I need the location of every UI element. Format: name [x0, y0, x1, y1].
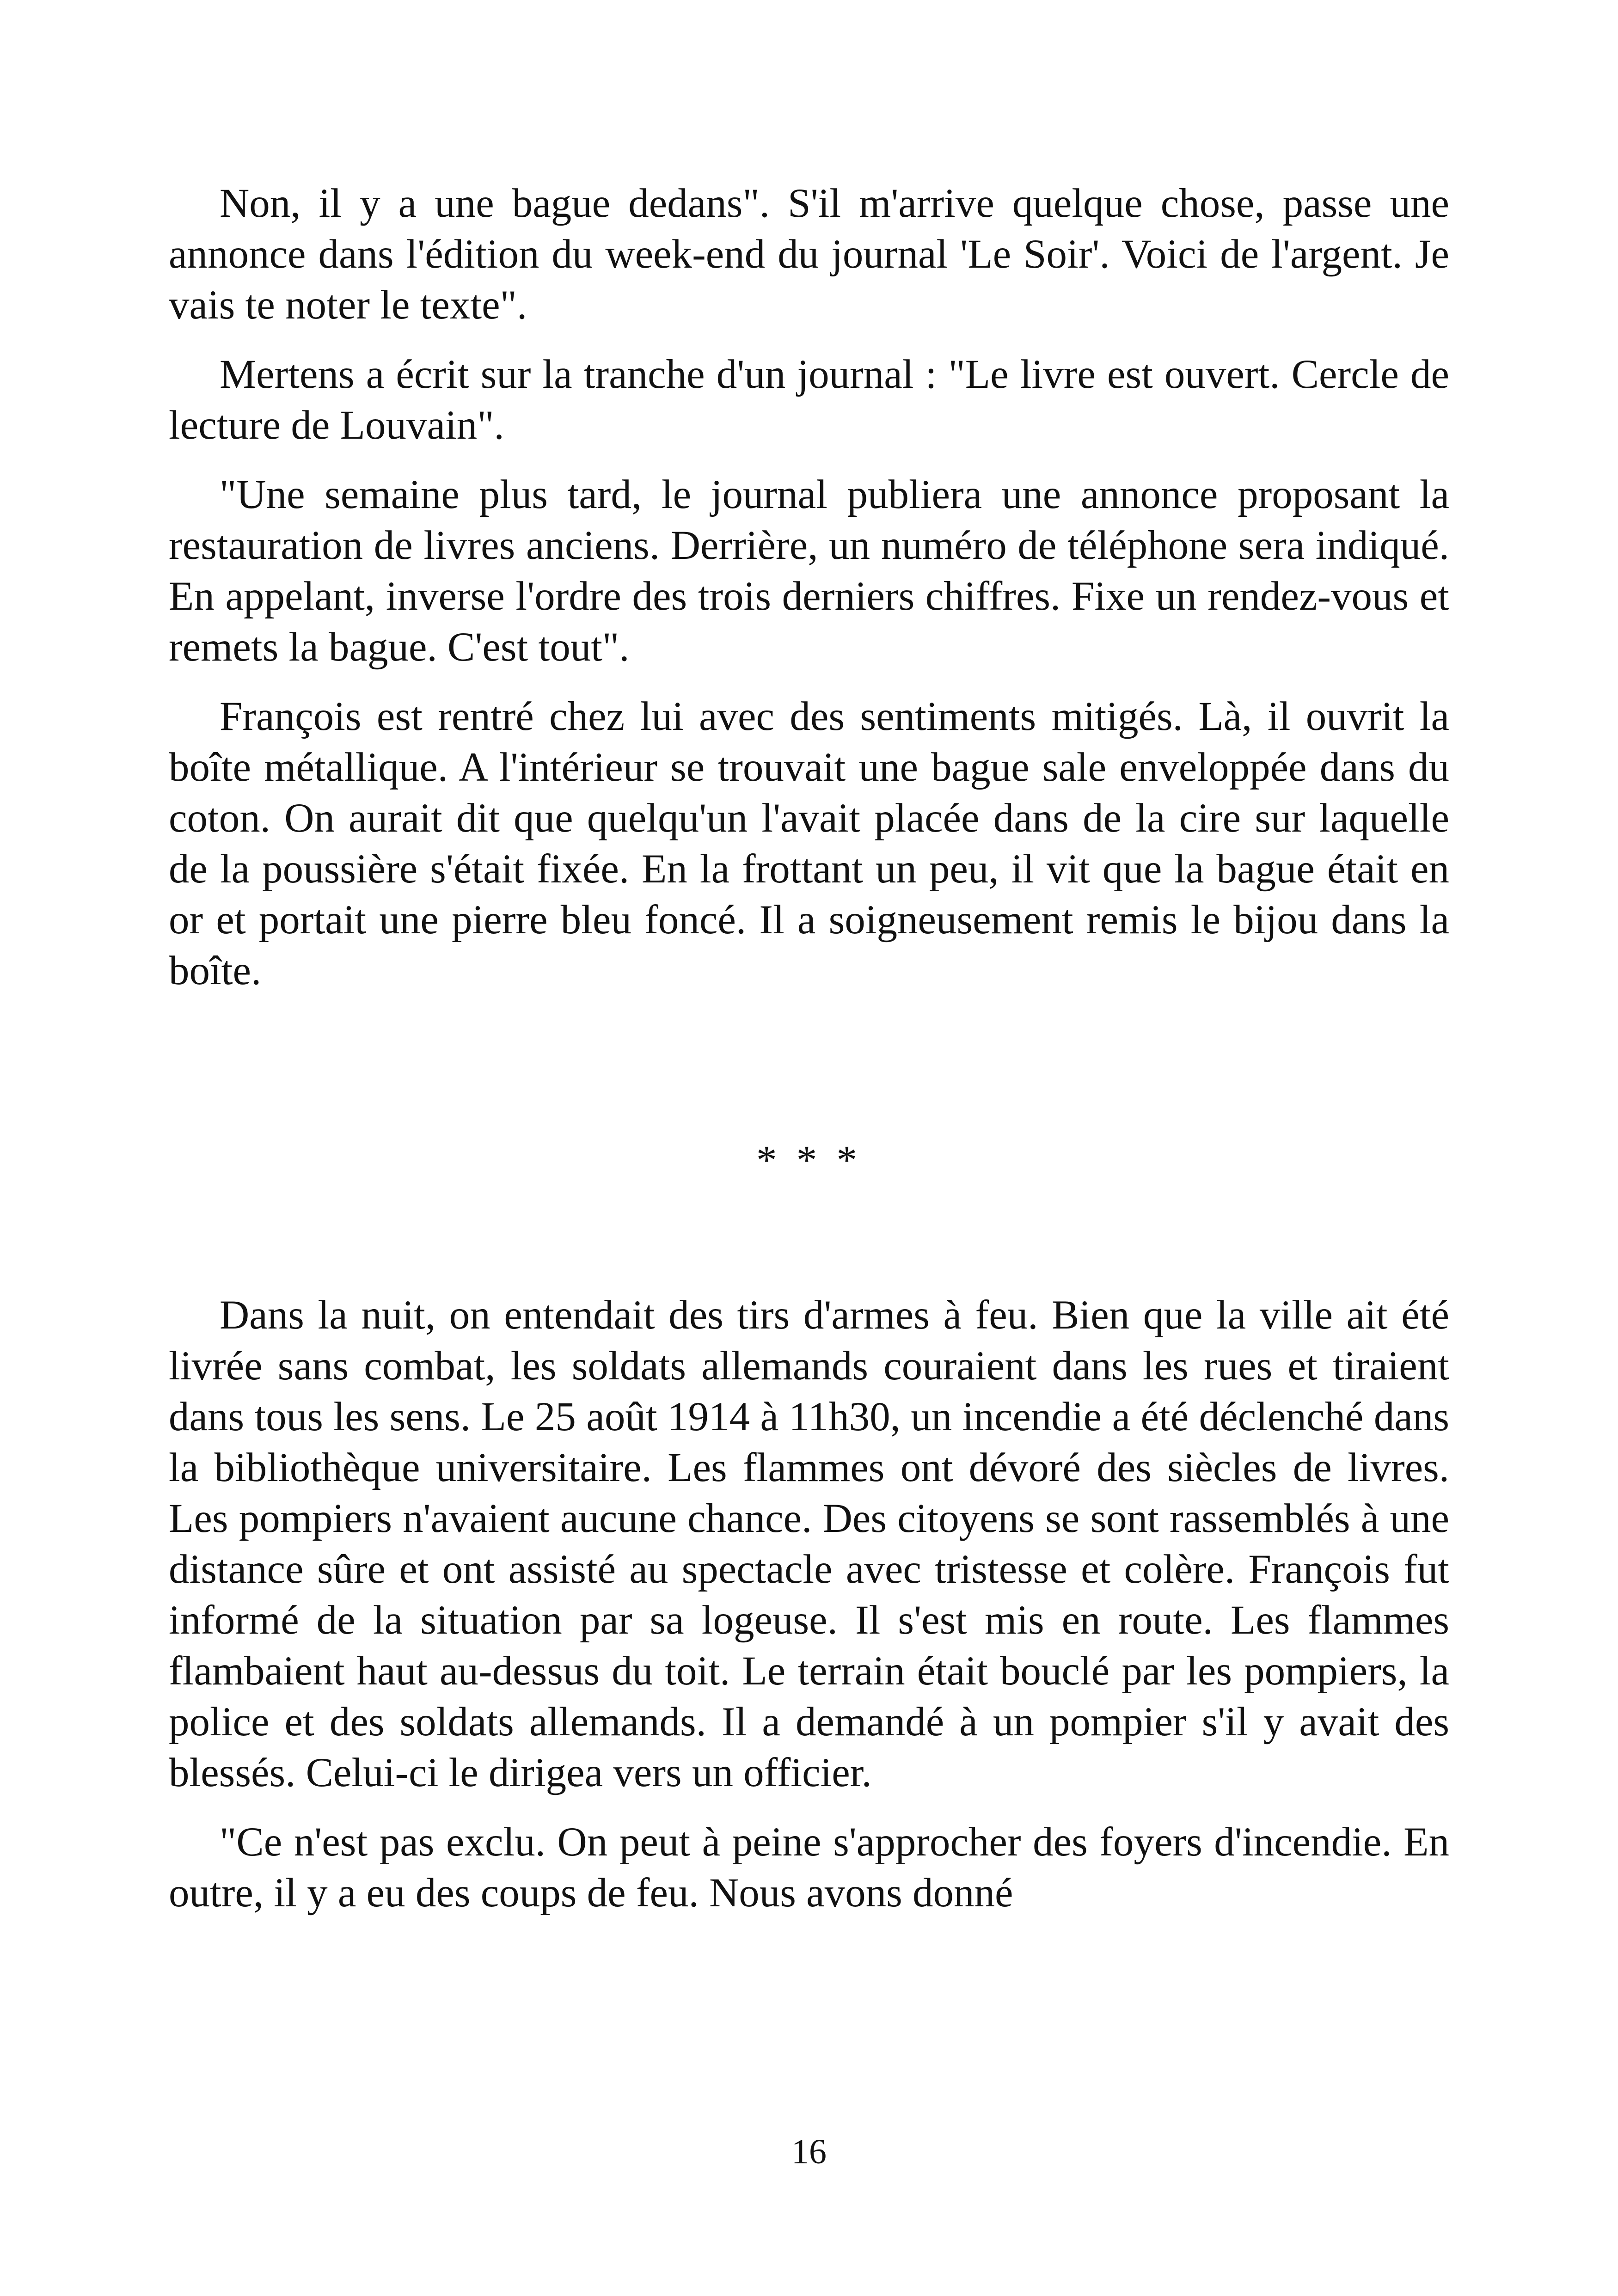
- paragraph-5: Dans la nuit, on entendait des tirs d'armes à feu. Bien que la ville ait été livrée sans combat, les soldats allemands couraient dans les rues et tiraient dans tous les sens. Le 25 août 1914 à 11h30, un incendie a été déclenché dans la bibliothèque universitaire. Les flammes ont dévoré des siècles de livres. Les pompiers n'avaient aucune chance. Des citoyens se sont rassemblés à une distance sûre et ont assisté au spectacle avec tristesse et colère. François fut informé de la situation par sa logeuse. Il s'est mis en route. Les flammes flambaient haut au-dessus du toit. Le terrain était bouclé par les pompiers, la police et des soldats allemands. Il a demandé à un pompier s'il y avait des blessés. Celui-ci le dirigea vers un officier.: [169, 1292, 1449, 1795]
- paragraph-1: Non, il y a une bague dedans". S'il m'arrive quelque chose, passe une annonce dans l'édition du week-end du journal 'Le Soir'. Voici de l'argent. Je vais te noter le texte".: [169, 181, 1449, 328]
- text-block-bottom: [169, 1290, 1449, 1937]
- paragraph-4: François est rentré chez lui avec des sentiments mitigés. Là, il ouvrit la boîte métallique. A l'intérieur se trouvait une bague sale enveloppée dans du coton. On aurait dit que quelqu'un l'avait placée dans de la cire sur laquelle de la poussière s'était fixée. En la frottant un peu, il vit que la bague était en or et portait une pierre bleu foncé. Il a soigneusement remis le bijou dans la boîte.: [169, 694, 1449, 993]
- paragraph-6: "Ce n'est pas exclu. On peut à peine s'approcher des foyers d'incendie. En outre, il y a eu des coups de feu. Nous avons donné: [169, 1819, 1449, 1916]
- paragraph-2: Mertens a écrit sur la tranche d'un journal : "Le livre est ouvert. Cercle de lecture de Louvain".: [169, 352, 1449, 448]
- section-separator: * * *: [756, 1138, 862, 1183]
- text-block-top: [169, 178, 1449, 1015]
- paragraph-3: "Une semaine plus tard, le journal publiera une annonce proposant la restauration de livres anciens. Derrière, un numéro de téléphone sera indiqué. En appelant, inverse l'ordre des trois derniers chiffres. Fixe un rendez-vous et remets la bague. C'est tout".: [169, 472, 1449, 670]
- page-number: 16: [791, 2132, 827, 2171]
